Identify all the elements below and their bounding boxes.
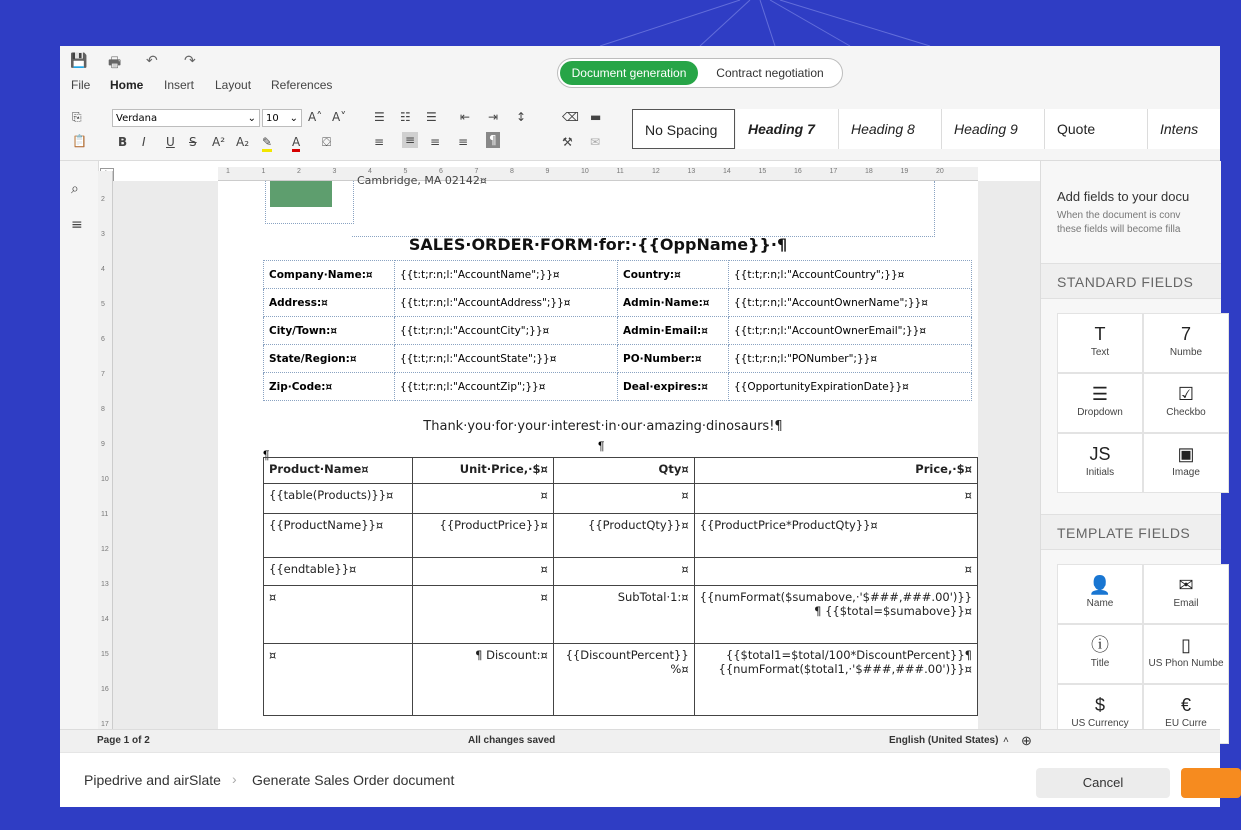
- redo-icon[interactable]: ↷: [184, 52, 196, 68]
- paste-icon[interactable]: 📋: [72, 134, 87, 148]
- breadcrumb-chevron-icon: ›: [232, 771, 237, 787]
- fields-panel: [1040, 161, 1224, 729]
- breadcrumb-current: Generate Sales Order document: [252, 772, 455, 788]
- field-tile-label: Checkbo: [1166, 407, 1206, 418]
- ruler-number: 2: [101, 196, 105, 203]
- ruler-number: 5: [101, 301, 105, 308]
- header-address: Cambridge, MA 02142¤: [357, 174, 487, 187]
- info-row: [264, 317, 972, 345]
- table-cell: Product·Name¤: [264, 458, 413, 484]
- ruler-number: 11: [616, 168, 624, 175]
- style-heading-8[interactable]: Heading 8: [839, 109, 942, 149]
- font-size-select[interactable]: 10 ⌄: [262, 109, 302, 127]
- products-table: [263, 457, 978, 716]
- table-cell: ¤: [264, 644, 413, 716]
- ruler-number: 7: [474, 168, 479, 175]
- ruler-number: 12: [652, 168, 660, 175]
- phone-icon: ▯: [1181, 635, 1191, 655]
- ruler-number: 16: [794, 168, 802, 175]
- ruler-number: 19: [900, 168, 909, 175]
- info-value: {{t:t;r:n;l:"AccountCountry";}}¤: [729, 261, 972, 289]
- info-row: [264, 261, 972, 289]
- undo-icon[interactable]: ↶: [146, 52, 158, 68]
- italic-icon[interactable]: I: [142, 135, 146, 149]
- font-family-select[interactable]: Verdana ⌄: [112, 109, 260, 127]
- superscript-icon[interactable]: A²: [212, 135, 226, 149]
- ruler-number: 2: [297, 168, 301, 175]
- info-label: Deal·expires:¤: [618, 373, 729, 401]
- field-tile-name[interactable]: [1057, 564, 1143, 624]
- standard-fields-header: STANDARD FIELDS: [1041, 263, 1221, 299]
- info-label: Admin·Name:¤: [618, 289, 729, 317]
- euro-icon: €: [1180, 695, 1191, 715]
- ruler-number: 10: [581, 168, 589, 175]
- info-value: {{t:t;r:n;l:"AccountAddress";}}¤: [395, 289, 618, 317]
- ruler-number: 8: [101, 406, 105, 413]
- panel-description: When the document is conv these fields will become filla: [1057, 210, 1181, 235]
- style-quote[interactable]: Quote: [1045, 109, 1148, 149]
- field-tile-label: US Currency: [1071, 718, 1129, 729]
- table-cell: {{ProductName}}¤: [264, 514, 413, 558]
- table-cell: ¤: [412, 484, 553, 514]
- thanks-text: Thank·you·for·your·interest·in·our·amazing·dinosaurs!¶: [423, 419, 783, 434]
- info-label: Admin·Email:¤: [618, 317, 729, 345]
- ruler-number: 3: [332, 168, 337, 175]
- table-cell: ¤: [553, 558, 694, 586]
- dollar-icon: $: [1094, 695, 1105, 715]
- status-bar: [60, 729, 1220, 752]
- footer: [60, 752, 1220, 807]
- initials-icon: JS: [1089, 444, 1111, 464]
- field-tile-label: Name: [1086, 598, 1114, 609]
- ruler-number: 14: [101, 616, 109, 623]
- info-value: {{OpportunityExpirationDate}}¤: [729, 373, 972, 401]
- ruler-number: 4: [368, 168, 372, 175]
- ruler-number: 11: [101, 511, 109, 518]
- breadcrumb-parent[interactable]: Pipedrive and airSlate: [84, 772, 221, 788]
- info-value: {{t:t;r:n;l:"AccountOwnerEmail";}}¤: [729, 317, 972, 345]
- ruler-number: 9: [545, 168, 550, 175]
- info-row: [264, 289, 972, 317]
- cancel-button[interactable]: Cancel: [1036, 768, 1170, 798]
- menu-references[interactable]: References: [271, 78, 333, 92]
- logo-cell: [265, 181, 354, 224]
- ruler-number: 15: [758, 168, 767, 175]
- field-tile-label: Numbe: [1169, 347, 1203, 358]
- ruler-number: 17: [101, 721, 109, 728]
- style-intense[interactable]: Intens: [1148, 109, 1220, 149]
- eraser-icon[interactable]: ⌫: [562, 110, 579, 124]
- subscript-icon[interactable]: A₂: [236, 135, 250, 149]
- table-cell: Unit·Price,·$¤: [412, 458, 553, 484]
- field-tile-email[interactable]: [1143, 564, 1229, 624]
- mode-toggle: [557, 58, 843, 88]
- ruler-number: 9: [101, 441, 105, 448]
- page-indicator: Page 1 of 2: [97, 735, 150, 746]
- table-cell: SubTotal·1:¤: [553, 586, 694, 644]
- horizontal-ruler: [218, 167, 978, 181]
- field-tile-label: Image: [1172, 467, 1200, 478]
- header-address-cell: [352, 174, 935, 237]
- dinosaur-logo-image: [270, 181, 332, 207]
- print-icon[interactable]: 🖶: [108, 54, 122, 70]
- field-tile-us-phon-numbe[interactable]: [1143, 624, 1229, 684]
- style-heading-9[interactable]: Heading 9: [942, 109, 1045, 149]
- panel-title: Add fields to your docu: [1057, 189, 1190, 204]
- ruler-number: 15: [101, 651, 109, 658]
- table-cell: ¤: [553, 484, 694, 514]
- show-formatting-icon[interactable]: ¶: [486, 132, 500, 148]
- info-value: {{t:t;r:n;l:"AccountZip";}}¤: [395, 373, 618, 401]
- underline-icon[interactable]: U: [166, 135, 175, 149]
- ruler-number: 8: [510, 168, 514, 175]
- paragraph-mark: ¶: [263, 448, 270, 462]
- table-cell: ¤: [264, 586, 413, 644]
- align-left-icon[interactable]: ≡: [374, 135, 385, 149]
- ruler-number: 3: [101, 231, 105, 238]
- doc-title: SALES·ORDER·FORM·for:·{{OppName}}·¶: [408, 235, 788, 254]
- table-cell: {{ProductQty}}¤: [553, 514, 694, 558]
- number-field-icon: 7: [1180, 324, 1191, 344]
- mail-icon[interactable]: ✉: [590, 135, 601, 149]
- table-row: [264, 484, 978, 514]
- ruler-number: 14: [723, 168, 731, 175]
- field-tile-title[interactable]: [1057, 624, 1143, 684]
- dropdown-icon: ☰: [1091, 384, 1109, 404]
- field-tile-numbe[interactable]: [1143, 313, 1229, 373]
- table-row: [264, 644, 978, 716]
- ruler-number: 5: [403, 168, 408, 175]
- highlight-icon[interactable]: ✎: [262, 135, 272, 152]
- table-cell: ¤: [694, 558, 977, 586]
- email-icon: ✉: [1178, 575, 1194, 595]
- info-value: {{t:t;r:n;l:"AccountOwnerName";}}¤: [729, 289, 972, 317]
- ruler-number: 10: [101, 476, 109, 483]
- checkbox-icon: ☑: [1177, 384, 1195, 404]
- document-page[interactable]: [218, 174, 978, 729]
- continue-button[interactable]: [1181, 768, 1241, 798]
- copy-icon[interactable]: ⎘: [72, 110, 82, 124]
- grow-font-icon[interactable]: A˄: [308, 110, 323, 124]
- info-label: City/Town:¤: [264, 317, 395, 345]
- field-tile-label: US Phon Numbe: [1148, 658, 1224, 669]
- table-cell: {{DiscountPercent}} %¤: [553, 644, 694, 716]
- field-tile-label: Title: [1090, 658, 1110, 669]
- style-heading-7[interactable]: Heading 7: [736, 109, 839, 149]
- save-status: All changes saved: [468, 735, 556, 746]
- chevron-up-icon[interactable]: ˄: [1003, 735, 1009, 746]
- justify-icon[interactable]: ≡: [458, 135, 469, 149]
- bold-icon[interactable]: B: [118, 135, 128, 149]
- info-value: {{t:t;r:n;l:"AccountState";}}¤: [395, 345, 618, 373]
- field-tile-text[interactable]: [1057, 313, 1143, 373]
- table-cell: ¤: [412, 586, 553, 644]
- ruler-number: 7: [101, 371, 105, 378]
- align-center-icon[interactable]: ≡: [402, 132, 418, 148]
- ruler-number: 6: [101, 336, 105, 343]
- style-no-spacing[interactable]: No Spacing: [632, 109, 735, 149]
- field-tile-label: Text: [1090, 347, 1110, 358]
- field-tile-image[interactable]: [1143, 433, 1229, 493]
- indent-icon[interactable]: ⇥: [488, 110, 499, 124]
- left-rail: [60, 161, 99, 729]
- table-row: [264, 514, 978, 558]
- table-cell: {{numFormat($sumabove,·'$###,###.00')}}¶ {{$total=$sumabove}}¤: [694, 586, 977, 644]
- outdent-icon[interactable]: ⇤: [460, 110, 471, 124]
- info-label: Zip·Code:¤: [264, 373, 395, 401]
- contract-negotiation-tab[interactable]: Contract negotiation: [716, 66, 824, 80]
- info-value: {{t:t;r:n;l:"AccountName";}}¤: [395, 261, 618, 289]
- shading-icon[interactable]: ⛋: [322, 135, 332, 149]
- paint-icon[interactable]: ⚒: [562, 135, 573, 149]
- info-row: [264, 373, 972, 401]
- table-cell: Qty¤: [553, 458, 694, 484]
- field-tile-initials[interactable]: [1057, 433, 1143, 493]
- ribbon: [60, 46, 1220, 161]
- ruler-number: 18: [865, 168, 873, 175]
- info-value: {{t:t;r:n;l:"AccountCity";}}¤: [395, 317, 618, 345]
- menu-home[interactable]: Home: [110, 78, 144, 92]
- field-tile-checkbo[interactable]: [1143, 373, 1229, 433]
- text-field-icon: T: [1094, 324, 1106, 344]
- field-tile-dropdown[interactable]: [1057, 373, 1143, 433]
- table-header-row: [264, 458, 978, 484]
- ruler-number: 13: [687, 168, 696, 175]
- line-spacing-icon[interactable]: ↕: [516, 110, 527, 124]
- ruler-number: 6: [439, 168, 443, 175]
- template-fields-header: TEMPLATE FIELDS: [1041, 514, 1221, 550]
- table-row: [264, 558, 978, 586]
- title-icon: ⓘ: [1091, 635, 1109, 655]
- table-cell: {{endtable}}¤: [264, 558, 413, 586]
- ruler-number: 1: [226, 168, 230, 175]
- info-label: State/Region:¤: [264, 345, 395, 373]
- menu-insert[interactable]: Insert: [164, 78, 195, 92]
- shrink-font-icon[interactable]: A˅: [332, 110, 347, 124]
- field-tile-label: EU Curre: [1165, 718, 1207, 729]
- numbering-icon[interactable]: ☷: [400, 110, 411, 124]
- info-label: Country:¤: [618, 261, 729, 289]
- field-tile-label: Dropdown: [1077, 407, 1123, 418]
- document-generation-tab[interactable]: Document generation: [560, 61, 698, 85]
- table-cell: {{ProductPrice*ProductQty}}¤: [694, 514, 977, 558]
- paragraph-mark-2: ¶: [598, 439, 605, 453]
- save-icon[interactable]: 💾: [70, 52, 88, 68]
- account-info-table: [263, 260, 972, 401]
- globe-icon[interactable]: ⊕: [1021, 733, 1032, 748]
- font-color-icon[interactable]: A: [292, 135, 300, 152]
- outline-icon[interactable]: ≡: [71, 217, 83, 233]
- info-value: {{t:t;r:n;l:"PONumber";}}¤: [729, 345, 972, 373]
- vertical-ruler: [98, 171, 113, 729]
- ruler-number: 13: [101, 581, 109, 588]
- strikethrough-icon[interactable]: S: [189, 135, 197, 149]
- table-cell: {{ProductPrice}}¤: [412, 514, 553, 558]
- ruler-number: 16: [101, 686, 109, 693]
- info-label: Address:¤: [264, 289, 395, 317]
- name-icon: 👤: [1088, 575, 1112, 595]
- table-cell: ¤: [412, 558, 553, 586]
- ruler-number: 17: [829, 168, 838, 175]
- field-tile-label: Initials: [1085, 467, 1115, 478]
- menu-file[interactable]: File: [71, 78, 91, 92]
- info-label: Company·Name:¤: [264, 261, 395, 289]
- table-cell: ¤: [694, 484, 977, 514]
- menu-layout[interactable]: Layout: [215, 78, 252, 92]
- table-cell: {{$total1=$total/100*DiscountPercent}}¶ {{numFormat($total1,·'$###,###.00')}}¤: [694, 644, 977, 716]
- format-painter-icon[interactable]: ▬: [590, 110, 602, 124]
- search-icon[interactable]: ⌕: [71, 181, 79, 197]
- image-icon: ▣: [1177, 444, 1195, 464]
- ruler-number: 1: [261, 168, 266, 175]
- language-select[interactable]: English (United States): [889, 735, 999, 746]
- app-window: [60, 46, 1224, 806]
- info-row: [264, 345, 972, 373]
- align-right-icon[interactable]: ≡: [430, 135, 441, 149]
- bullets-icon[interactable]: ☰: [374, 110, 385, 124]
- table-row: [264, 586, 978, 644]
- ruler-number: 20: [936, 168, 944, 175]
- table-cell: {{table(Products)}}¤: [264, 484, 413, 514]
- ruler-number: 12: [101, 546, 109, 553]
- multilevel-icon[interactable]: ☰: [426, 110, 437, 124]
- info-label: PO·Number:¤: [618, 345, 729, 373]
- ruler-number: 4: [101, 266, 105, 273]
- table-cell: ¶ Discount:¤: [412, 644, 553, 716]
- field-tile-label: Email: [1173, 598, 1199, 609]
- table-cell: Price,·$¤: [694, 458, 977, 484]
